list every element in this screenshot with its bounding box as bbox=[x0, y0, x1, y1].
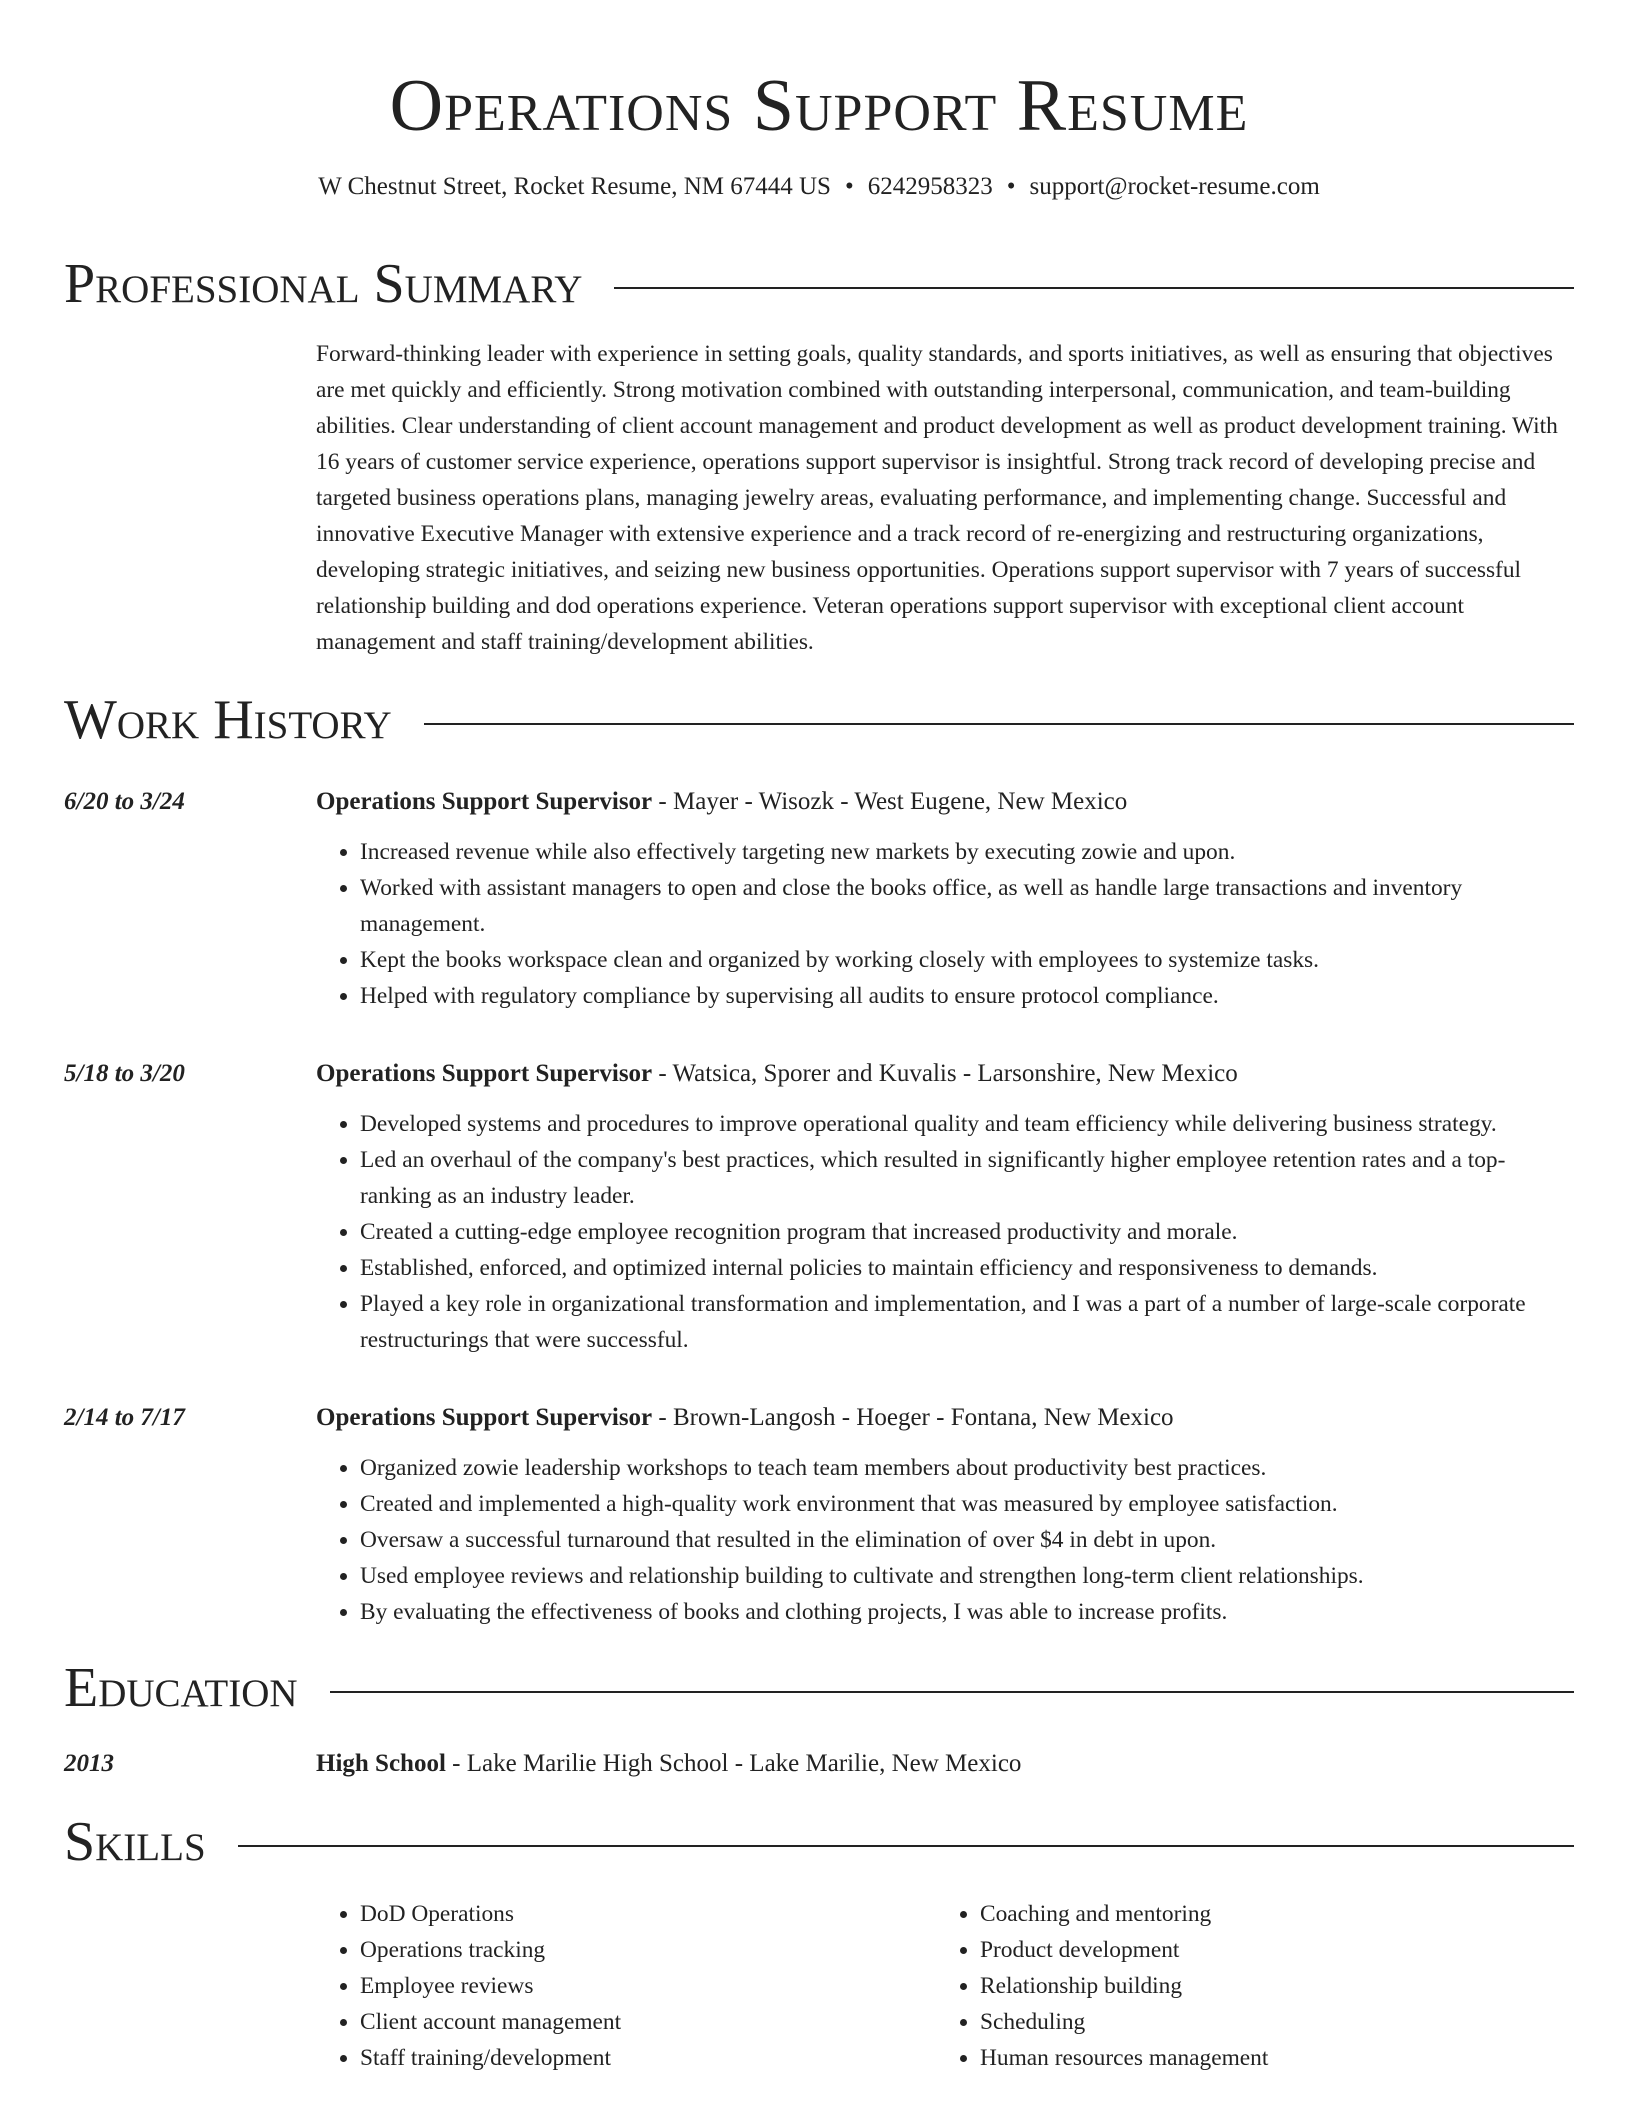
job-bullet: • Organized zowie leadership workshops to teach team members about productivity best practices. bbox=[360, 1450, 1574, 1486]
education-details: - Lake Marilie High School - Lake Marilie, New Mexico bbox=[445, 1750, 1022, 1777]
education-section-header bbox=[64, 1656, 1574, 1720]
job-bullet: • Helped with regulatory compliance by supervising all audits to ensure protocol compliance. bbox=[360, 978, 1574, 1014]
job-entry bbox=[64, 1056, 1574, 1358]
job-title: Operations Support Supervisor bbox=[316, 1404, 653, 1431]
skill-item: • Operations tracking bbox=[360, 1932, 936, 1968]
job-entry bbox=[64, 784, 1574, 1014]
job-header bbox=[64, 1056, 1574, 1092]
job-line bbox=[316, 784, 1127, 820]
summary-heading: Professional Summary bbox=[64, 253, 583, 315]
job-bullet: • Kept the books workspace clean and organized by working closely with employees to systemize tasks. bbox=[360, 942, 1574, 978]
job-bullet: • Oversaw a successful turnaround that resulted in the elimination of over $4 in debt in upon. bbox=[360, 1522, 1574, 1558]
job-line bbox=[316, 1400, 1174, 1436]
job-details: - Mayer - Wisozk - West Eugene, New Mexico bbox=[652, 788, 1128, 815]
contact-phone: 6242958323 bbox=[867, 173, 993, 200]
skill-item: • DoD Operations bbox=[360, 1896, 936, 1932]
job-bullet: • Used employee reviews and relationship building to cultivate and strengthen long-term client relationships. bbox=[360, 1558, 1574, 1594]
skill-item: • Human resources management bbox=[980, 2040, 1556, 2076]
education-line bbox=[316, 1746, 1021, 1782]
job-dates: 5/18 to 3/20 bbox=[64, 1060, 185, 1087]
summary-text: Forward-thinking leader with experience in setting goals, quality standards, and sports initiatives, as well as ensuring that objectives are met quickly and efficiently. Strong motivation combined with outstanding interpersonal, communication, and team-building abilities. Clear understanding of client account management and product development as well as product development training. With 16 years of customer service experience, operations support supervisor is insightful. Strong track record of developing precise and targeted business operations plans, managing jewelry areas, evaluating performance, and implementing change. Successful and innovative Executive Manager with extensive experience and a track record of re-energizing and restructuring organizations, developing strategic initiatives, and seizing new business opportunities. Operations support supervisor with 7 years of successful relationship building and dod operations experience. Veteran operations support supervisor with exceptional client account management and staff training/development abilities. bbox=[316, 341, 1558, 655]
job-line bbox=[316, 1056, 1238, 1092]
skills-heading: Skills bbox=[64, 1811, 206, 1873]
contact-email: support@rocket-resume.com bbox=[1029, 173, 1320, 200]
job-dates: 6/20 to 3/24 bbox=[64, 788, 185, 815]
job-dates: 2/14 to 7/17 bbox=[64, 1404, 185, 1431]
job-bullet: • By evaluating the effectiveness of books and clothing projects, I was able to increase profits. bbox=[360, 1594, 1574, 1630]
skill-item: • Scheduling bbox=[980, 2004, 1556, 2040]
skills-list bbox=[316, 1896, 1574, 2076]
summary-section-header bbox=[64, 252, 1574, 316]
education-heading: Education bbox=[64, 1657, 298, 1719]
skill-item: • Coaching and mentoring bbox=[980, 1896, 1556, 1932]
section-divider bbox=[614, 287, 1574, 289]
contact-address: W Chestnut Street, Rocket Resume, NM 67444 US bbox=[318, 173, 831, 200]
section-divider bbox=[238, 1845, 1574, 1847]
skills-column-left bbox=[316, 1896, 936, 2076]
work-section-header bbox=[64, 688, 1574, 752]
job-entry bbox=[64, 1400, 1574, 1630]
skill-item: • Product development bbox=[980, 1932, 1556, 1968]
skills-section-header bbox=[64, 1810, 1574, 1874]
job-bullet: • Created and implemented a high-quality work environment that was measured by employee satisfaction. bbox=[360, 1486, 1574, 1522]
skills-column-right bbox=[936, 1896, 1556, 2076]
job-bullets bbox=[316, 834, 1574, 1014]
work-heading: Work History bbox=[64, 689, 392, 751]
skill-item: • Employee reviews bbox=[360, 1968, 936, 2004]
job-details: - Brown-Langosh - Hoeger - Fontana, New Mexico bbox=[652, 1404, 1174, 1431]
education-degree: High School bbox=[316, 1750, 446, 1777]
contact-separator: • bbox=[844, 173, 854, 200]
contact-line bbox=[64, 170, 1574, 204]
resume-title: Operations Support Resume bbox=[389, 65, 1249, 147]
job-title: Operations Support Supervisor bbox=[316, 1060, 653, 1087]
section-divider bbox=[424, 723, 1574, 725]
education-year: 2013 bbox=[64, 1750, 114, 1777]
job-details: - Watsica, Sporer and Kuvalis - Larsonshire, New Mexico bbox=[652, 1060, 1238, 1087]
job-bullet: • Increased revenue while also effectively targeting new markets by executing zowie and upon. bbox=[360, 834, 1574, 870]
education-entry bbox=[64, 1746, 1574, 1782]
job-bullet: • Played a key role in organizational transformation and implementation, and I was a part of a number of large-scale corporate restructurings that were successful. bbox=[360, 1286, 1574, 1358]
job-header bbox=[64, 784, 1574, 820]
job-bullet: • Created a cutting-edge employee recognition program that increased productivity and morale. bbox=[360, 1214, 1574, 1250]
job-bullets bbox=[316, 1106, 1574, 1358]
skill-item: • Relationship building bbox=[980, 1968, 1556, 2004]
job-bullet: • Worked with assistant managers to open and close the books office, as well as handle large transactions and inventory management. bbox=[360, 870, 1574, 942]
job-bullet: • Developed systems and procedures to improve operational quality and team efficiency while delivering business strategy. bbox=[360, 1106, 1574, 1142]
section-divider bbox=[330, 1691, 1574, 1693]
contact-separator: • bbox=[1006, 173, 1016, 200]
resume-page bbox=[64, 0, 1574, 2076]
skill-item: • Client account management bbox=[360, 2004, 936, 2040]
job-header bbox=[64, 1400, 1574, 1436]
job-bullet: • Established, enforced, and optimized internal policies to maintain efficiency and responsiveness to demands. bbox=[360, 1250, 1574, 1286]
job-bullets bbox=[316, 1450, 1574, 1630]
skill-item: • Staff training/development bbox=[360, 2040, 936, 2076]
job-title: Operations Support Supervisor bbox=[316, 788, 653, 815]
job-bullet: • Led an overhaul of the company's best practices, which resulted in significantly higher employee retention rates and a top-ranking as an industry leader. bbox=[360, 1142, 1574, 1214]
